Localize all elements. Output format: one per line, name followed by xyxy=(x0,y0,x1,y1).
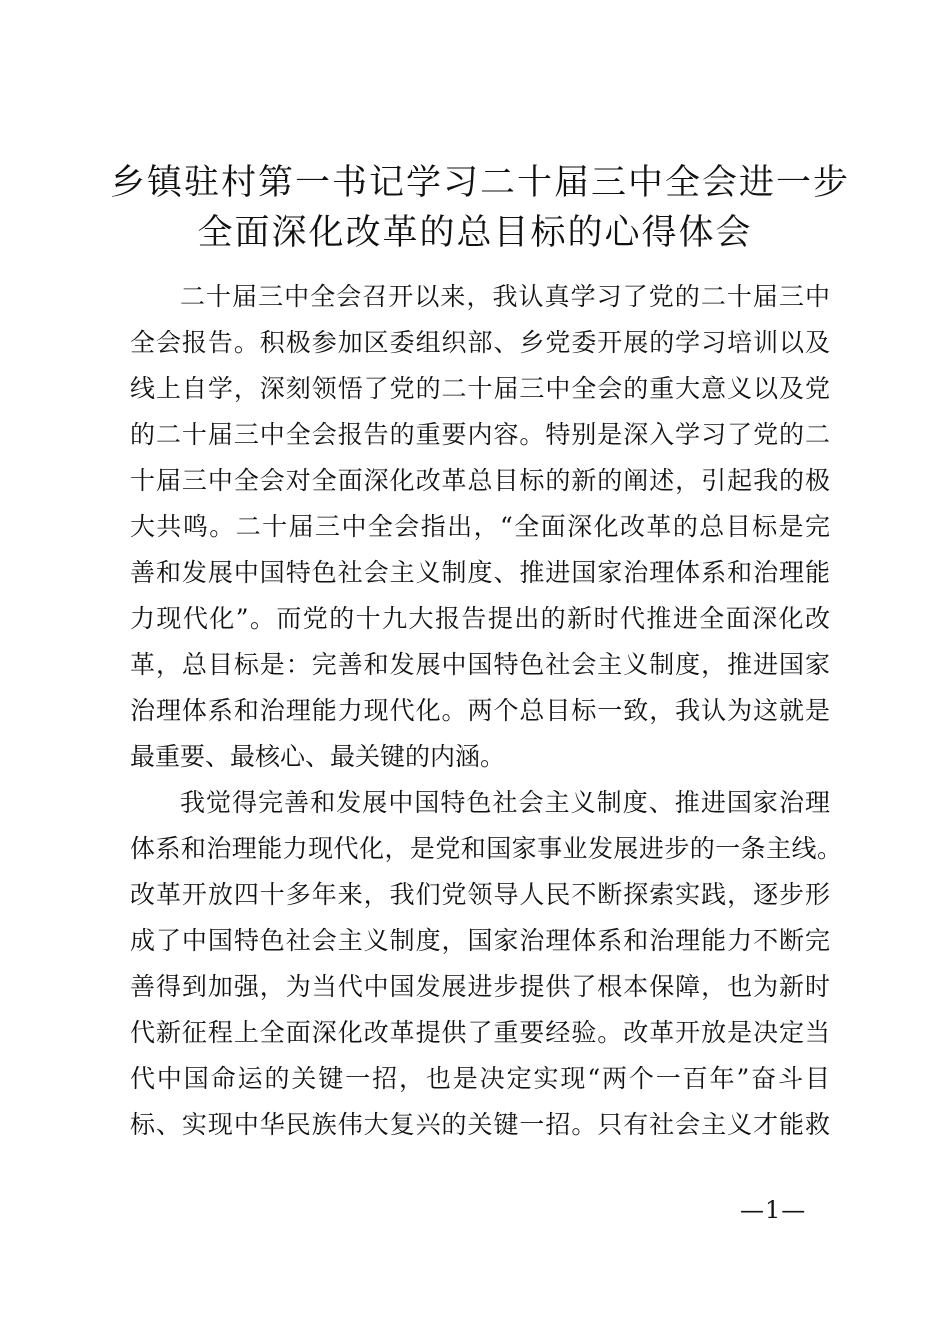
paragraph-2-line: 代新征程上全面深化改革提供了重要经验。改革开放是决定当 xyxy=(130,1018,830,1047)
paragraph-2-line: 改革开放四十多年来，我们党领导人民不断探索实践，逐步形 xyxy=(130,880,830,909)
paragraph-1-line: 的二十届三中全会报告的重要内容。特别是深入学习了党的二 xyxy=(130,420,830,449)
paragraph-1-line: 治理体系和治理能力现代化。两个总目标一致，我认为这就是 xyxy=(130,696,830,725)
paragraph-1-line: 大共鸣。二十届三中全会指出，“全面深化改革的总目标是完 xyxy=(130,512,830,541)
paragraph-1-line: 线上自学，深刻领悟了党的二十届三中全会的重大意义以及党 xyxy=(130,374,830,403)
paragraph-1-line: 十届三中全会对全面深化改革总目标的新的阐述，引起我的极 xyxy=(130,466,830,495)
paragraph-1-line: 革，总目标是：完善和发展中国特色社会主义制度，推进国家 xyxy=(130,650,830,679)
page-number: —1— xyxy=(740,1196,807,1224)
paragraph-2-line: 标、实现中华民族伟大复兴的关键一招。只有社会主义才能救 xyxy=(130,1110,830,1139)
paragraph-2-line: 成了中国特色社会主义制度，国家治理体系和治理能力不断完 xyxy=(130,926,830,955)
paragraph-1-line: 善和发展中国特色社会主义制度、推进国家治理体系和治理能 xyxy=(130,558,830,587)
document-title-line-1: 乡镇驻村第一书记学习二十届三中全会进一步 xyxy=(110,163,851,203)
paragraph-2-line: 善得到加强，为当代中国发展进步提供了根本保障，也为新时 xyxy=(130,972,830,1001)
paragraph-1-line: 全会报告。积极参加区委组织部、乡党委开展的学习培训以及 xyxy=(130,328,830,357)
paragraph-1-line: 力现代化”。而党的十九大报告提出的新时代推进全面深化改 xyxy=(130,604,830,633)
document-title-line-2: 全面深化改革的总目标的心得体会 xyxy=(197,213,753,253)
paragraph-2-line: 代中国命运的关键一招，也是决定实现“两个一百年”奋斗目 xyxy=(130,1064,830,1093)
paragraph-1-line: 二十届三中全会召开以来，我认真学习了党的二十届三中 xyxy=(180,282,830,311)
paragraph-1-line: 最重要、最核心、最关键的内涵。 xyxy=(130,742,506,771)
paragraph-2-line: 我觉得完善和发展中国特色社会主义制度、推进国家治理 xyxy=(180,788,830,817)
paragraph-2-line: 体系和治理能力现代化，是党和国家事业发展进步的一条主线。 xyxy=(130,834,842,863)
